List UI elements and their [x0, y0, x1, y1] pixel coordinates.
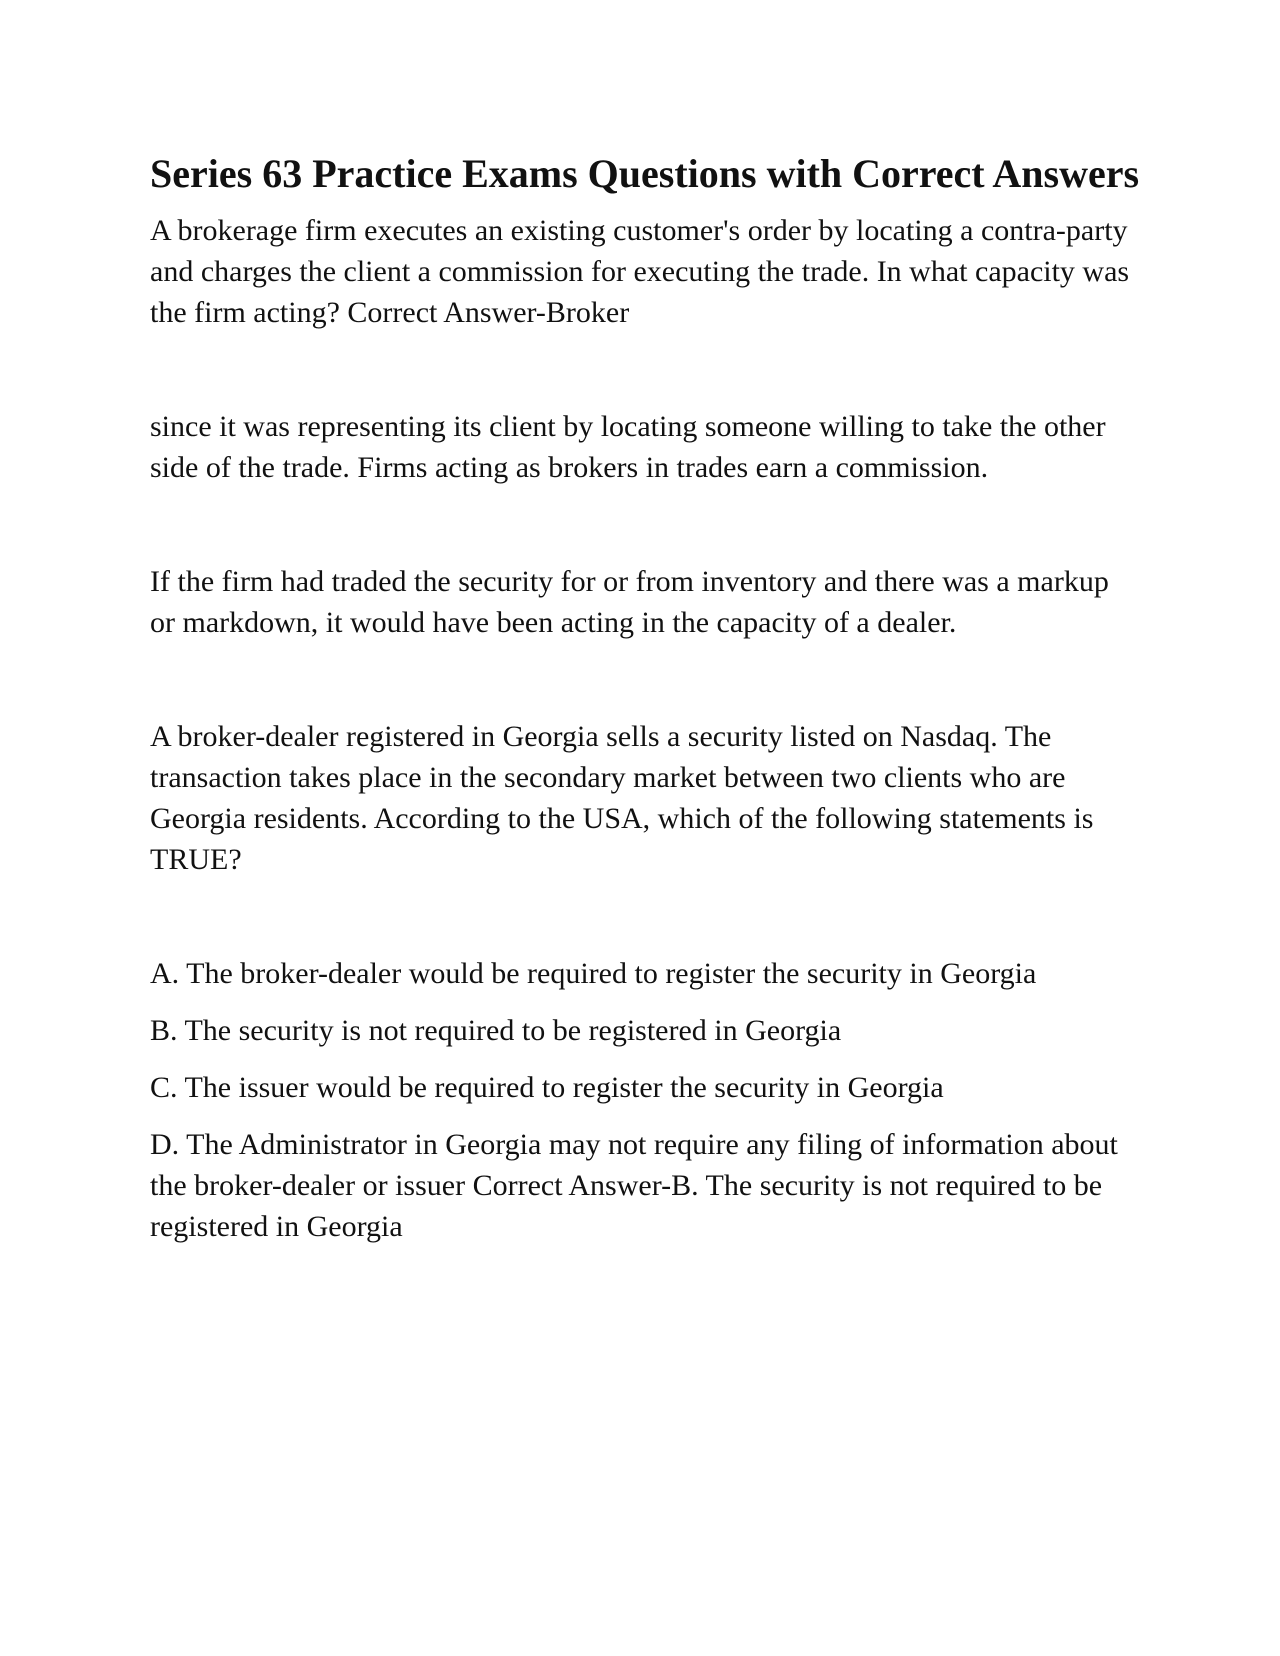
- question-2-option-a: A. The broker-dealer would be required to register the security in Georgia: [150, 957, 1037, 990]
- question-1-text: A brokerage firm executes an existing customer's order by locating a contra-party and charges the client a commission for executing the trade. In what capacity was the firm acting? Correct Answer-Broker: [150, 214, 1130, 329]
- document-title: Series 63 Practice Exams Questions with Correct Answers: [150, 151, 1140, 196]
- answer-1-explanation: since it was representing its client by locating someone willing to take the other side of the trade. Firms acting as brokers in trades earn a commission.: [150, 410, 1106, 484]
- question-2-option-d: D. The Administrator in Georgia may not require any filing of information about the broker-dealer or issuer Correct Answer-B. The security is not required to be registered in Georgia: [150, 1128, 1118, 1243]
- question-2-text: A broker-dealer registered in Georgia sells a security listed on Nasdaq. The transaction takes place in the secondary market between two clients who are Georgia residents. According to the USA, which of the following statements is TRUE?: [150, 720, 1094, 876]
- question-2-option-b: B. The security is not required to be registered in Georgia: [150, 1014, 842, 1047]
- answer-1-dealer-note: If the firm had traded the security for or from inventory and there was a markup or markdown, it would have been acting in the capacity of a dealer.: [150, 565, 1109, 639]
- question-2-option-c: C. The issuer would be required to register the security in Georgia: [150, 1071, 944, 1104]
- document-content: [150, 148, 1140, 1247]
